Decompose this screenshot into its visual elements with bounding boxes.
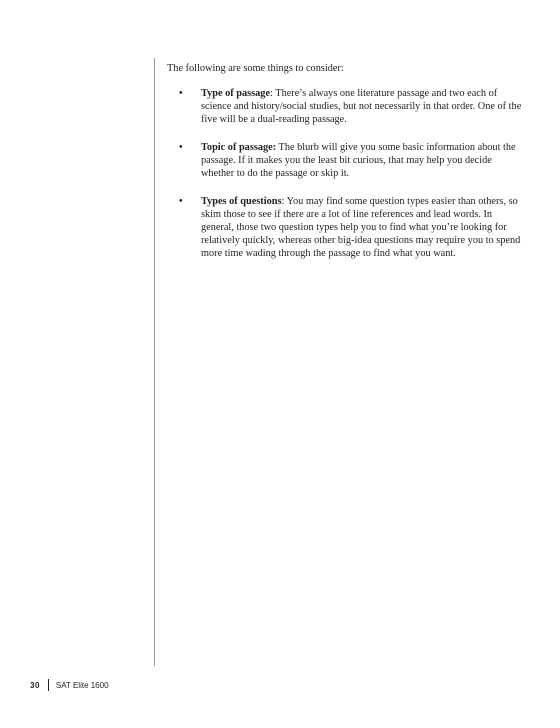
- book-title: SAT Elite 1600: [55, 680, 109, 690]
- page-number: 30: [30, 680, 40, 690]
- page-footer: [30, 678, 109, 692]
- item-text: The blurb will give you some basic information about the passage. If it makes you the least bit curious, that may help you decide whether to do the passage or skip it.: [201, 142, 516, 179]
- margin-rule: [154, 58, 155, 666]
- bullet-icon: •: [179, 142, 183, 153]
- list-item-topic-of-passage: [167, 141, 527, 180]
- intro-paragraph: The following are some things to consider:: [167, 63, 344, 74]
- item-term: Types of questions: [201, 196, 282, 207]
- footer-divider: [48, 679, 49, 691]
- item-term: Type of passage: [201, 88, 271, 99]
- bullet-icon: •: [179, 196, 183, 207]
- item-separator: :: [281, 196, 285, 207]
- bullet-icon: •: [179, 88, 183, 99]
- list-item-types-of-questions: [167, 195, 527, 260]
- list-item-type-of-passage: [167, 87, 527, 126]
- item-separator: :: [270, 88, 273, 99]
- considerations-list: [167, 87, 527, 260]
- body-text: [167, 62, 527, 275]
- item-text: You may find some question types easier than others, so skim those to see if there are a lot of line references and lead words. In general, those two question types help you to find what you’re looking for relatively quickly, whereas other big-idea questions may require you to spend more time wading through the passage to find what you want.: [201, 196, 521, 259]
- item-term: Topic of passage:: [201, 142, 277, 153]
- item-text: There’s always one literature passage and two each of science and history/social studies, but not necessarily in that order. One of the five will be a dual-reading passage.: [201, 88, 522, 125]
